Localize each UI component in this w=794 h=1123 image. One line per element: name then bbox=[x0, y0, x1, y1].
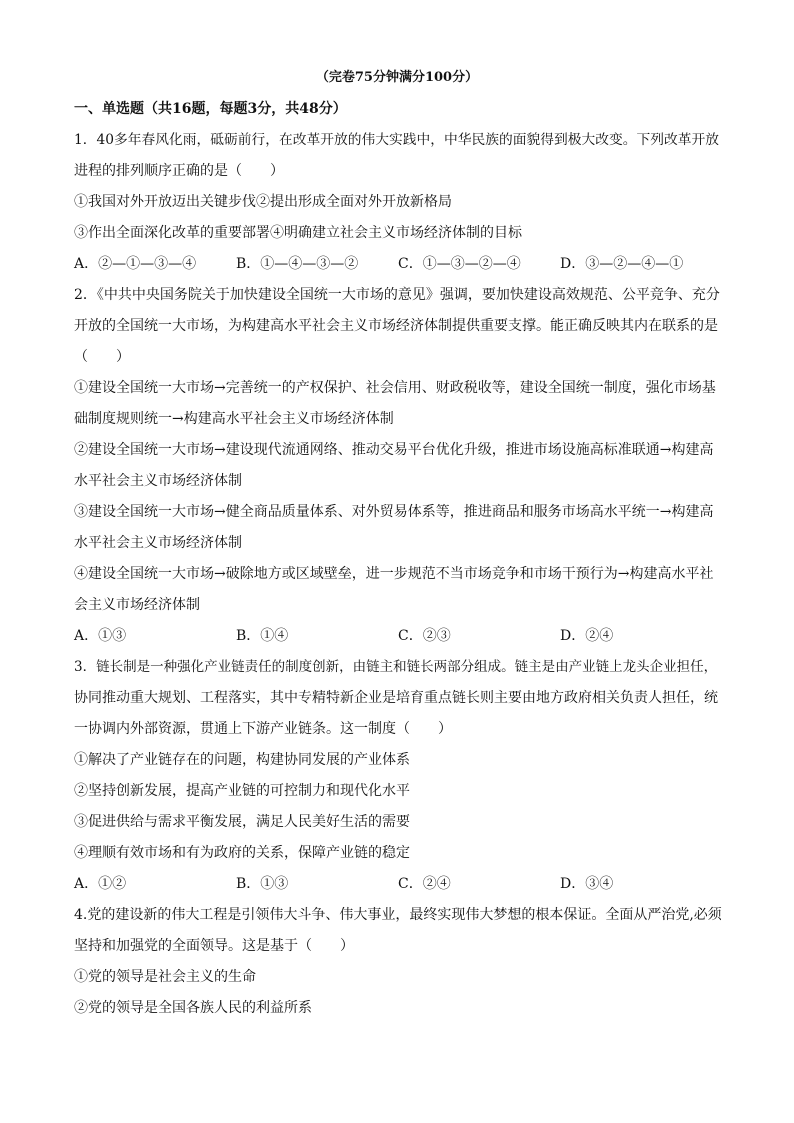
option-d: D．②④ bbox=[560, 628, 614, 644]
exam-header: （完卷75分钟满分100分） bbox=[315, 70, 479, 85]
statement-item: ④理顺有效市场和有为政府的关系，保障产业链的稳定 bbox=[74, 845, 410, 861]
statement-item: 会主义市场经济体制 bbox=[74, 597, 200, 613]
question-stem: 3．链长制是一种强化产业链责任的制度创新，由链主和链长两部分组成。链主是由产业链上龙头企业担任， bbox=[74, 659, 718, 675]
statement-item: ③作出全面深化改革的重要部署④明确建立社会主义市场经济体制的目标 bbox=[74, 225, 522, 241]
question-stem: 2．《中共中央国务院关于加快建设全国统一大市场的意见》强调，要加快建设高效规范、公平竞争、充分 bbox=[74, 287, 720, 303]
statement-item: ②建设全国统一大市场→建设现代流通网络、推动交易平台优化升级，推进市场设施高标准联通→构建高 bbox=[74, 442, 714, 458]
statement-item: 水平社会主义市场经济体制 bbox=[74, 473, 242, 489]
option-b: B．①③ bbox=[236, 876, 289, 892]
statement-item: ②党的领导是全国各族人民的利益所系 bbox=[74, 1000, 312, 1016]
option-b: B．①—④—③—② bbox=[236, 256, 359, 272]
question-stem: 1．40多年春风化雨，砥砺前行，在改革开放的伟大实践中，中华民族的面貌得到极大改变。下列改革开放 bbox=[74, 132, 719, 148]
option-a: A．①③ bbox=[74, 628, 127, 644]
option-d: D．③④ bbox=[560, 876, 614, 892]
statement-item: 水平社会主义市场经济体制 bbox=[74, 535, 242, 551]
statement-item: ①解决了产业链存在的问题，构建协同发展的产业体系 bbox=[74, 752, 410, 768]
question-stem: 坚持和加强党的全面领导。这是基于（ ） bbox=[74, 938, 354, 954]
question-stem: （ ） bbox=[74, 349, 130, 365]
statement-item: ④建设全国统一大市场→破除地方或区域壁垒，进一步规范不当市场竞争和市场干预行为→构建高水平社 bbox=[74, 566, 714, 582]
answer-options bbox=[74, 249, 724, 280]
statement-item: 础制度规则统一→构建高水平社会主义市场经济体制 bbox=[74, 411, 394, 427]
option-b: B．①④ bbox=[236, 628, 289, 644]
question-4 bbox=[74, 900, 724, 1024]
statement-item: ③促进供给与需求平衡发展，满足人民美好生活的需要 bbox=[74, 814, 410, 830]
statement-item: ①建设全国统一大市场→完善统一的产权保护、社会信用、财政税收等，建设全国统一制度，强化市场基 bbox=[74, 380, 716, 396]
option-a: A．①② bbox=[74, 876, 127, 892]
answer-options bbox=[74, 869, 724, 900]
question-stem: 一协调内外部资源，贯通上下游产业链条。这一制度（ ） bbox=[74, 721, 452, 737]
question-stem: 进程的排列顺序正确的是（ ） bbox=[74, 163, 284, 179]
option-a: A．②—①—③—④ bbox=[74, 256, 197, 272]
question-stem: 4.党的建设新的伟大工程是引领伟大斗争、伟大事业，最终实现伟大梦想的根本保证。全面从严治党,必须 bbox=[74, 907, 722, 923]
option-c: C．②④ bbox=[398, 876, 451, 892]
question-3 bbox=[74, 652, 724, 900]
question-1 bbox=[74, 125, 724, 280]
statement-item: ①党的领导是社会主义的生命 bbox=[74, 969, 256, 985]
section-title: 一、单选题（共16题，每题3分，共48分） bbox=[74, 101, 347, 117]
question-stem: 协同推动重大规划、工程落实，其中专精特新企业是培育重点链长则主要由地方政府相关负责人担任，统 bbox=[74, 690, 718, 706]
option-d: D．③—②—④—① bbox=[560, 256, 684, 272]
statement-item: ①我国对外开放迈出关键步伐②提出形成全面对外开放新格局 bbox=[74, 194, 452, 210]
statement-item: ③建设全国统一大市场→健全商品质量体系、对外贸易体系等，推进商品和服务市场高水平统一→构建高 bbox=[74, 504, 714, 520]
option-c: C．②③ bbox=[398, 628, 451, 644]
question-stem: 开放的全国统一大市场，为构建高水平社会主义市场经济体制提供重要支撑。能正确反映其内在联系的是 bbox=[74, 318, 718, 334]
questions-content bbox=[74, 125, 724, 1024]
question-2 bbox=[74, 280, 724, 652]
statement-item: ②坚持创新发展，提高产业链的可控制力和现代化水平 bbox=[74, 783, 410, 799]
option-c: C．①—③—②—④ bbox=[398, 256, 521, 272]
answer-options bbox=[74, 621, 724, 652]
